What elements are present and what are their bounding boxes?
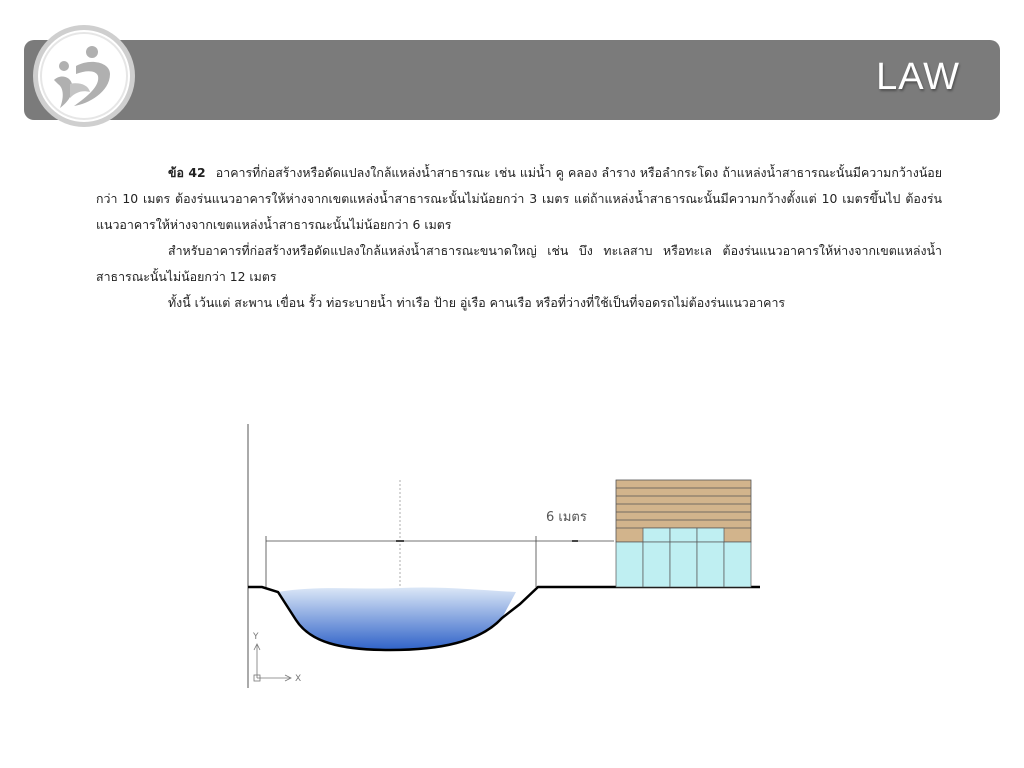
axis-indicator	[254, 644, 291, 681]
water-body	[278, 587, 516, 650]
article-lead: ข้อ 42	[168, 165, 206, 180]
header-title: LAW	[876, 56, 960, 98]
axis-y-label: Y	[253, 632, 259, 642]
article-paragraph-3: ทั้งนี้ เว้นแต่ สะพาน เขื่อน รั้ว ท่อระบายน้ำ ท่าเรือ ป้าย อู่เรือ คานเรือ หรือที่ว่างที่ใช้เป็นที่จอดรถไม่ต้องร่นแนวอาคาร	[168, 295, 786, 310]
building-windows-upper	[643, 528, 724, 542]
paragraph-1-text: อาคารที่ก่อสร้างหรือดัดแปลงใกล้แหล่งน้ำสาธารณะ เช่น แม่น้ำ คู คลอง ลำราง หรือลำกระโดง ถ้าแหล่งน้ำสาธารณะนั้นมีความกว้างน้อยกว่า 10 เมตร ต้องร่นแนวอาคารให้ห่างจากเขตแหล่งน้ำสาธารณะนั้นไม่น้อยกว่า 3 เมตร แต่ถ้าแหล่งน้ำสาธารณะนั้นมีความกว้างตั้งแต่ 10 เมตรขึ้นไป ต้องร่นแนวอาคารให้ห่างจากเขตแหล่งน้ำสาธารณะนั้นไม่น้อยกว่า 6 เมตร	[96, 165, 942, 232]
family-logo-icon	[30, 22, 138, 130]
article-text	[96, 160, 942, 316]
setback-diagram	[240, 420, 770, 690]
axis-x-label: X	[295, 674, 302, 684]
setback-label: 6 เมตร	[546, 510, 587, 525]
header-bar	[24, 40, 1000, 120]
article-paragraph-2: สำหรับอาคารที่ก่อสร้างหรือดัดแปลงใกล้แหล่งน้ำสาธารณะขนาดใหญ่ เช่น บึง ทะเลสาบ หรือทะเล ต้องร่นแนวอาคารให้ห่างจากเขตแหล่งน้ำสาธารณะนั้นไม่น้อยกว่า 12 เมตร	[96, 243, 942, 284]
article-paragraph-1	[96, 160, 942, 238]
building-glass-facade	[616, 542, 751, 587]
